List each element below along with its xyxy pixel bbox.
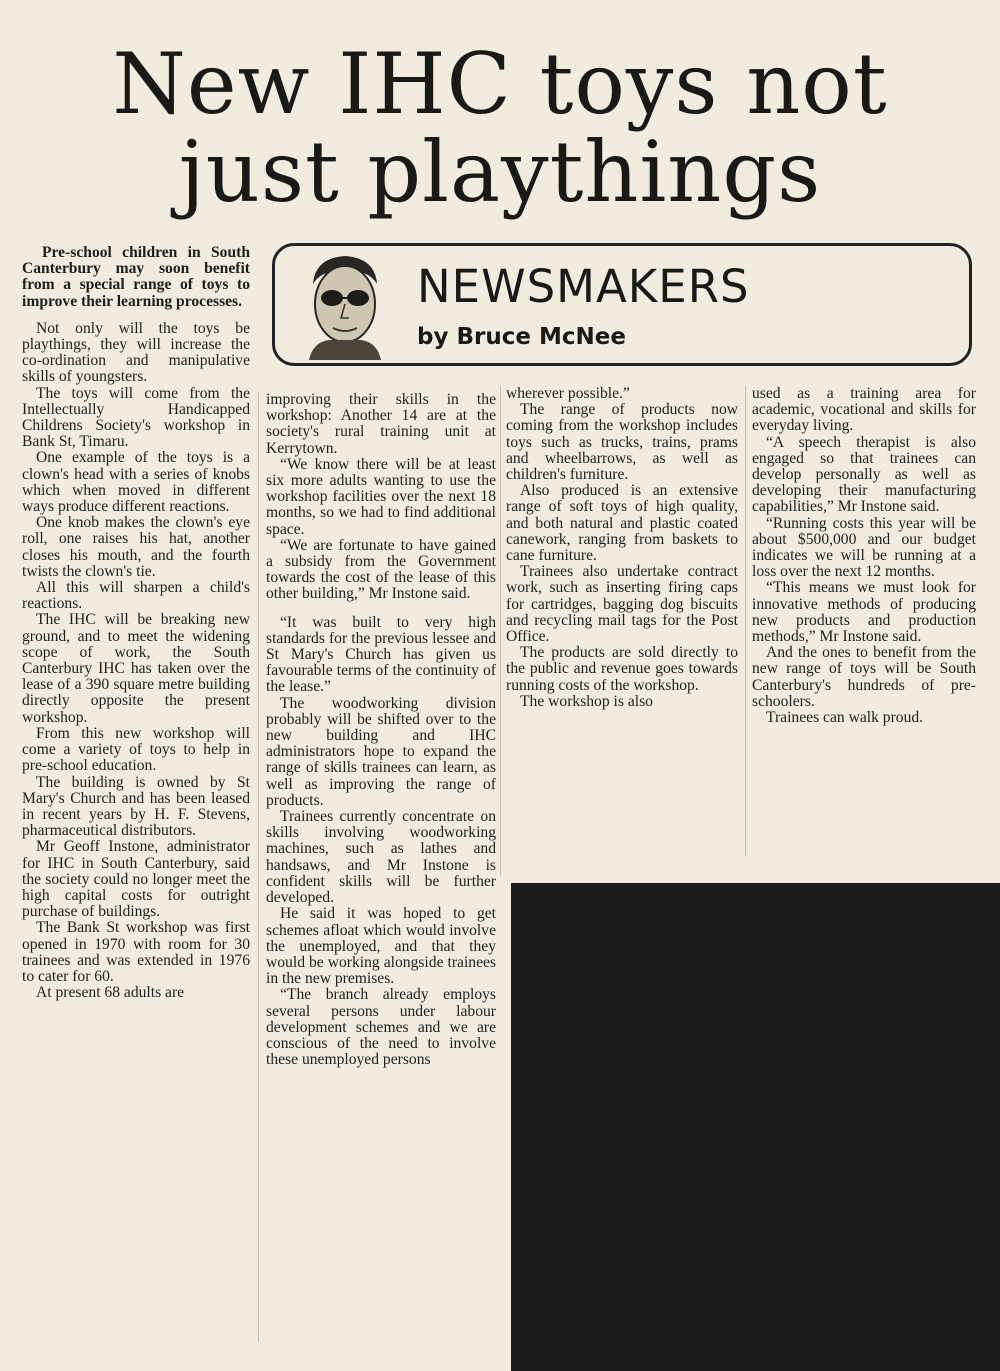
- lead-paragraph: Pre-school children in South Canterbury may soon benefit from a special range of toys to improve their learning processes.: [22, 244, 250, 310]
- paragraph: The Bank St workshop was first opened in 1970 with room for 30 trainees and was extended in 1976 to cater for 60.: [22, 919, 250, 985]
- paragraph: At present 68 adults are: [36, 984, 185, 1002]
- paragraph: used as a training area for academic, vocational and skills for everyday living.: [752, 385, 976, 435]
- paragraph: The IHC will be breaking new ground, and to meet the widening scope of work, the South Canterbury IHC has taken over the lease of a 390 square metre building directly opposite the present workshop.: [22, 611, 250, 726]
- paragraph: One example of the toys is a clown's head with a series of knobs which when moved in different ways produce different reactions.: [22, 449, 250, 516]
- headline-line-1: New IHC toys not: [112, 35, 888, 133]
- paragraph: “A speech therapist is also engaged so that trainees can develop personally as well as developing their manufacturing capabilities,” Mr Instone said.: [752, 433, 976, 516]
- mounting-board-block: [511, 883, 1000, 1371]
- newsmakers-column-box: [272, 243, 972, 366]
- paragraph: Trainees currently concentrate on skills involving woodworking machines, such as lathes and handsaws, and Mr Instone is confident skills will be further developed.: [266, 808, 496, 907]
- article-column-4: [752, 386, 976, 726]
- paragraph: Not only will the toys be playthings, they will increase the co-ordination and manipulative skills of youngsters.: [22, 319, 250, 386]
- article-column-3: [506, 386, 738, 710]
- paragraph: Trainees can walk proud.: [766, 709, 924, 727]
- paragraph: The workshop is also: [520, 692, 653, 710]
- headline: [20, 35, 980, 221]
- byline: by Bruce McNee: [417, 324, 626, 350]
- newsmakers-title: NEWSMAKERS: [417, 260, 750, 313]
- paragraph: One knob makes the clown's eye roll, one raises his hat, another closes his mouth, and the fourth twists the clown's tie.: [22, 514, 250, 580]
- paragraph: The range of products now coming from the workshop includes toys such as trucks, trains, prams and wheelbarrows, as well as children's furniture.: [506, 401, 738, 484]
- column-rule: [500, 386, 501, 876]
- article-column-2: [266, 392, 496, 1068]
- paragraph: The toys will come from the Intellectually Handicapped Childrens Society's workshop in Bank St, Timaru.: [22, 384, 250, 451]
- paragraph: The products are sold directly to the public and revenue goes towards running costs of the workshop.: [506, 644, 738, 694]
- paragraph: The woodworking division probably will be shifted over to the new building and IHC administrators hope to expand the range of skills trainees can learn, as well as improving the range of products.: [266, 694, 496, 809]
- paragraph: “We are fortunate to have gained a subsidy from the Government towards the cost of the lease of this other building,” Mr Instone said.: [266, 536, 496, 603]
- paragraph: wherever possible.”: [506, 385, 630, 402]
- paragraph: And the ones to benefit from the new range of toys will be South Canterbury's hundreds of pre-schoolers.: [752, 644, 976, 710]
- paragraph: He said it was hoped to get schemes afloat which would involve the unemployed, and that they would be working alongside trainees in the new premises.: [266, 905, 496, 988]
- headline-line-2: just playthings: [178, 123, 822, 221]
- paragraph: “The branch already employs several persons under labour development schemes and we are conscious of the need to involve these unemployed persons: [266, 986, 496, 1069]
- paragraph: “Running costs this year will be about $500,000 and our budget indicates we will be running at a loss over the next 12 months.: [752, 514, 976, 581]
- paragraph: “This means we must look for innovative methods of producing new products and production methods,” Mr Instone said.: [752, 579, 976, 646]
- paragraph: Trainees also undertake contract work, such as inserting firing caps for cartridges, bagging dog biscuits and recycling mail tags for the Post Office.: [506, 563, 738, 646]
- paragraph: All this will sharpen a child's reactions.: [22, 579, 250, 613]
- paragraph: “It was built to very high standards for the previous lessee and St Mary's Church has given us favourable terms of the continuity of the lease.”: [266, 613, 496, 696]
- column-rule: [258, 392, 259, 1342]
- paragraph: “We know there will be at least six more adults wanting to use the workshop facilities over the next 18 months, so we had to find additional space.: [266, 455, 496, 538]
- article-column-1: [22, 245, 250, 1001]
- paragraph: improving their skills in the workshop: Another 14 are at the society's rural training unit at Kerrytown.: [266, 391, 496, 457]
- paragraph: The building is owned by St Mary's Church and has been leased in recent years by H. F. Stevens, pharmaceutical distributors.: [22, 773, 250, 840]
- columnist-portrait-icon: [299, 248, 391, 360]
- paragraph: Mr Geoff Instone, administrator for IHC in South Canterbury, said the society could no longer meet the high capital costs for outright purchase of buildings.: [22, 838, 250, 921]
- paragraph: Also produced is an extensive range of soft toys of high quality, and both natural and plastic coated canework, ranging from baskets to cane furniture.: [506, 482, 738, 565]
- column-rule: [745, 386, 746, 856]
- paragraph: From this new workshop will come a variety of toys to help in pre-school education.: [22, 724, 250, 775]
